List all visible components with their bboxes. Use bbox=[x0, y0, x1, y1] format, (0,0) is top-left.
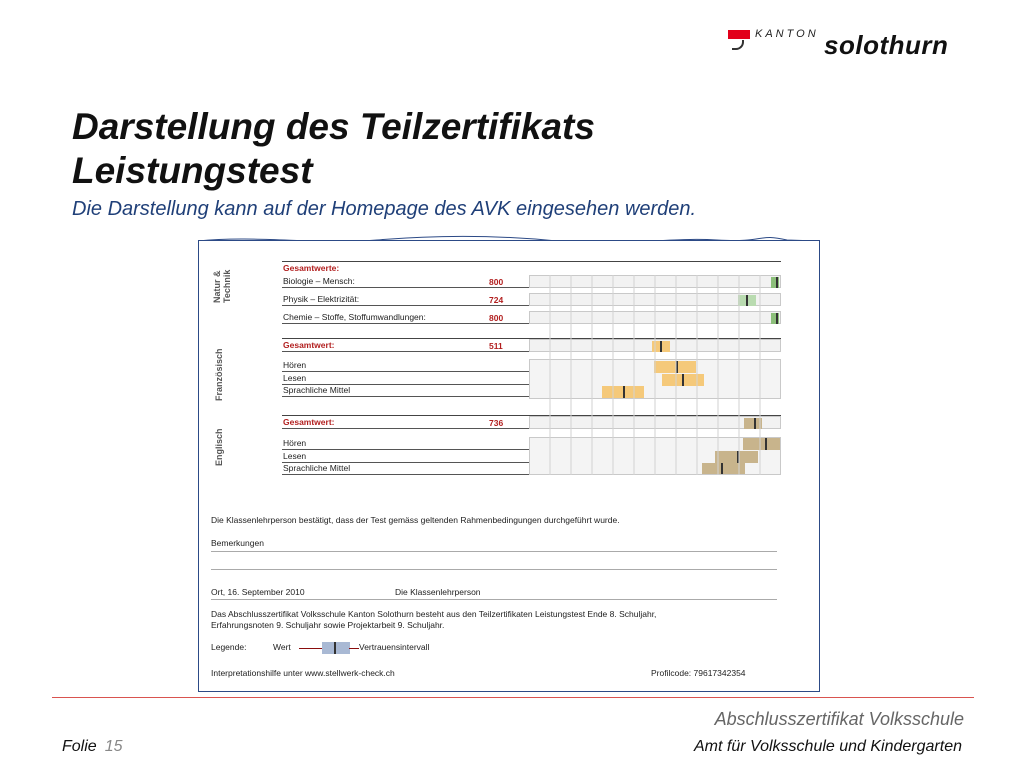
remarks-line bbox=[211, 569, 777, 570]
place-date: Ort, 16. September 2010 bbox=[211, 587, 305, 597]
slide-number-label: Folie bbox=[62, 738, 97, 755]
info-line-2: Erfahrungsnoten 9. Schuljahr sowie Projektarbeit 9. Schuljahr. bbox=[211, 620, 445, 630]
footer-title: Abschlusszertifikat Volksschule bbox=[714, 709, 964, 729]
row-label: Sprachliche Mittel bbox=[282, 385, 529, 397]
profile-code: Profilcode: 79617342354 bbox=[651, 668, 746, 678]
logo-swoosh-icon bbox=[732, 40, 744, 50]
section-divider bbox=[282, 261, 781, 262]
legend-interval-label: Vertrauensintervall bbox=[359, 642, 430, 652]
info-line-1: Das Abschlusszertifikat Volksschule Kanton Solothurn besteht aus den Teilzertifikaten Leistungstest Ende 8. Schuljahr, bbox=[211, 609, 657, 619]
slide-number bbox=[62, 738, 122, 756]
remarks-label: Bemerkungen bbox=[211, 538, 264, 548]
slide-title-line2: Leistungstest bbox=[72, 150, 313, 191]
legend-value-marker bbox=[334, 642, 336, 654]
row-label: Physik – Elektrizität: bbox=[282, 294, 529, 306]
slide-number-value: 15 bbox=[104, 738, 123, 755]
signer-label: Die Klassenlehrperson bbox=[395, 587, 481, 597]
row-label: Sprachliche Mittel bbox=[282, 463, 529, 475]
section-label-englisch: Englisch bbox=[214, 428, 224, 466]
row-value: 800 bbox=[489, 277, 504, 287]
row-value: 724 bbox=[489, 295, 504, 305]
section-header-value: 511 bbox=[489, 341, 503, 351]
section-header: Gesamtwerte: bbox=[283, 263, 340, 273]
row-label: Biologie – Mensch: bbox=[282, 276, 529, 288]
slide-subtitle: Die Darstellung kann auf der Homepage des AVK eingesehen werden. bbox=[72, 198, 697, 220]
section-label-natur-technik: Natur & Technik bbox=[212, 269, 232, 303]
confirmation-text: Die Klassenlehrperson bestätigt, dass der Test gemäss geltenden Rahmenbedingungen durchgeführt wurde. bbox=[211, 515, 620, 525]
row-label: Lesen bbox=[282, 373, 529, 385]
footer-department: Amt für Volksschule und Kindergarten bbox=[694, 738, 962, 755]
legend-line-right bbox=[349, 648, 359, 649]
flag-icon bbox=[728, 30, 750, 39]
section-header: Gesamtwert: bbox=[282, 340, 529, 352]
row-label: Chemie – Stoffe, Stoffumwandlungen: bbox=[282, 312, 529, 324]
footer-divider bbox=[52, 697, 974, 698]
section-label-franzoesisch: Französisch bbox=[214, 348, 224, 401]
remarks-line bbox=[211, 551, 777, 552]
row-label: Hören bbox=[282, 360, 529, 372]
section-header: Gesamtwert: bbox=[282, 417, 529, 429]
legend-value-label: Wert bbox=[273, 642, 291, 652]
legend-interval-swatch bbox=[322, 642, 350, 654]
signature-line bbox=[211, 599, 777, 600]
row-value: 800 bbox=[489, 313, 504, 323]
legend-label: Legende: bbox=[211, 642, 247, 652]
slide-title bbox=[72, 105, 872, 193]
row-label: Hören bbox=[282, 438, 529, 450]
row-label: Lesen bbox=[282, 451, 529, 463]
logo-name-text: solothurn bbox=[824, 30, 949, 60]
logo-kanton-text: KANTON bbox=[755, 28, 819, 40]
certificate-document bbox=[198, 240, 820, 692]
section-header-value: 736 bbox=[489, 418, 504, 428]
help-text: Interpretationshilfe unter www.stellwerk-check.ch bbox=[211, 668, 395, 678]
legend-line-left bbox=[299, 648, 324, 649]
slide-title-line1: Darstellung des Teilzertifikats bbox=[72, 106, 595, 147]
grid-columns bbox=[529, 275, 781, 475]
